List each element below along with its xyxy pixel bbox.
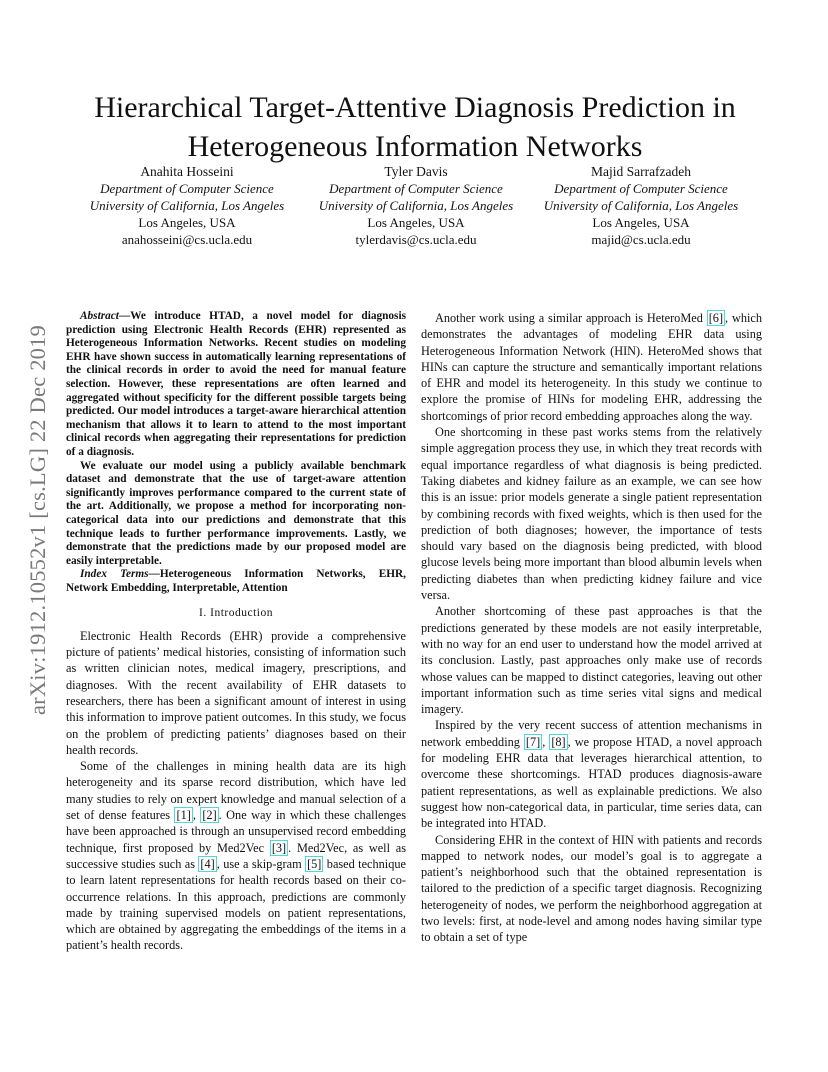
abstract-label: Abstract xyxy=(80,310,119,322)
right-column xyxy=(421,310,762,946)
citation-link[interactable]: [7] xyxy=(525,734,541,749)
citation-link[interactable]: [4] xyxy=(200,856,215,871)
abstract-paragraph xyxy=(66,310,406,460)
text-run: . One way in which these challenges have been approached is through an unsupervised record embedding technique, first proposed by Med2Vec xyxy=(66,808,406,855)
text-run: , we propose HTAD, a novel approach for modeling EHR data that leverages hierarchical attention, to overcome these shortcomings. HTAD produces diagnosis-aware patient representations, as well as explainable predictions. We also suggest how non-categorical data, in particular, time series data, can be integrated into HTAD. xyxy=(421,734,762,831)
text-run: , use a skip-gram xyxy=(216,856,306,871)
author-university: University of California, Los Angeles xyxy=(89,198,285,213)
author-block xyxy=(535,163,747,248)
author-block xyxy=(310,163,522,248)
text-run: . Med2Vec, as well as successive studies such as xyxy=(66,840,406,871)
author-name: Anahita Hosseini xyxy=(140,164,234,179)
author-department: Department of Computer Science xyxy=(329,181,503,196)
body-paragraph xyxy=(421,717,762,831)
index-terms-text: —Heterogeneous Information Networks, EHR, Network Embedding, Interpretable, Attention xyxy=(66,568,406,594)
body-paragraph: Electronic Health Records (EHR) provide a comprehensive picture of patients’ medical histories, consisting of information such as written clinician notes, medical imagery, prescriptions, and diagnoses. With the recent availability of EHR datasets to researchers, there has been a significant amount of interest in using this information to improve patient outcomes. In this study, we focus on the problem of predicting patients’ diagnoses based on their health records. xyxy=(66,628,406,757)
author-block xyxy=(88,163,286,248)
abstract-text: —We introduce HTAD, a novel model for diagnosis prediction using Electronic Health Records (EHR) represented as Heterogeneous Information Networks. Recent studies on modeling EHR have shown success in automatically learning representations of the clinical records in order to avoid the need for manual feature selection. However, these representations are often learned and aggregated without specificity for the different possible targets being predicted. Our model introduces a target-aware hierarchical attention mechanism that allows it to learn to attend to the most important clinical records when aggregating their representations for prediction of a diagnosis. xyxy=(66,310,406,458)
author-university: University of California, Los Angeles xyxy=(318,198,514,213)
arxiv-identifier-text: arXiv:1912.10552v1 [cs.LG] 22 Dec 2019 xyxy=(25,324,50,716)
author-department: Department of Computer Science xyxy=(554,181,728,196)
citation-link[interactable]: [5] xyxy=(307,856,322,871)
author-location: Los Angeles, USA xyxy=(138,215,236,230)
section-heading-introduction: I. Introduction xyxy=(199,607,273,620)
citation-link[interactable]: [2] xyxy=(202,808,217,823)
author-location: Los Angeles, USA xyxy=(367,215,465,230)
author-department: Department of Computer Science xyxy=(100,181,274,196)
author-location: Los Angeles, USA xyxy=(592,215,690,230)
left-column xyxy=(66,310,406,954)
author-email: majid@cs.ucla.edu xyxy=(591,232,691,247)
introduction-left-text xyxy=(66,628,406,954)
citation-link[interactable]: [1] xyxy=(176,808,191,823)
citation-link[interactable]: [8] xyxy=(551,734,566,749)
text-run: Some of the challenges in mining health data are its high heterogeneity and its sparse record distribution, which have led many studies to rely on expert knowledge and manual selection of a set of dense features xyxy=(66,759,406,823)
abstract xyxy=(66,310,406,595)
abstract-paragraph: We evaluate our model using a publicly available benchmark dataset and demonstrate that the use of target-aware attention significantly improves performance compared to the current state of the art. Additionally, we propose a method for incorporating non-categorical data into our predictions and demonstrate that this technique leads to further performance improvements. Lastly, we demonstrate that the predictions made by our proposed model are easily interpretable. xyxy=(66,459,406,567)
body-paragraph xyxy=(421,310,762,424)
paper-title: Hierarchical Target-Attentive Diagnosis Prediction in Heterogeneous Information Networks xyxy=(94,91,736,164)
introduction-right-text xyxy=(421,310,762,946)
author-university: University of California, Los Angeles xyxy=(543,198,739,213)
text-run: , which demonstrates the advantages of modeling EHR data using Heterogeneous Information Network (HIN). HeteroMed shows that HINs can capture the structure and semantically important relations of EHR and model its heterogeneity. In this study we continue to explore the promise of HINs for modeling EHR, addressing the shortcomings of prior record embedding approaches along the way. xyxy=(421,311,762,423)
index-terms xyxy=(66,568,406,595)
body-paragraph xyxy=(66,758,406,954)
text-run: Inspired by the very recent success of attention mechanisms in network embedding xyxy=(421,718,762,749)
author-email: anahosseini@cs.ucla.edu xyxy=(121,232,253,247)
text-run: based technique to learn latent representations for health records based on their co-occurrence relations. In this approach, predictions are commonly made by training supervised models on patient representations, which are obtained by aggregating the embeddings of the items in a patient’s health records. xyxy=(66,856,406,953)
author-email: tylerdavis@cs.ucla.edu xyxy=(355,232,477,247)
text-run: , xyxy=(542,734,550,749)
body-paragraph: Another shortcoming of these past approaches is that the predictions generated by these models are not easily interpretable, with no way for an end user to understand how the model arrived at its conclusion. Lastly, past approaches only make use of records whose values can be mapped to distinct categories, leaving out other important information such as time series vital signs and medical imagery. xyxy=(421,604,762,717)
author-name: Majid Sarrafzadeh xyxy=(590,164,692,179)
author-name: Tyler Davis xyxy=(384,164,448,179)
body-paragraph: One shortcoming in these past works stems from the relatively simple aggregation process they use, in which they treat records with equal importance regardless of what diagnosis is being predicted. Taking diabetes and kidney failure as an example, we can see how this is an issue: prior models generate a single patient representation by combining records with fixed weights, which is then used for the prediction of both diagnoses; however, the importance of tests should vary based on the diagnosis being predicted, with blood glucose levels being more important than blood albumin levels when predicting diabetes than when predicting kidney failure and vice versa. xyxy=(421,425,762,603)
citation-link[interactable]: [3] xyxy=(271,840,287,855)
text-run: , xyxy=(192,808,201,823)
arxiv-identifier-stamp xyxy=(18,280,58,760)
body-paragraph: Considering EHR in the context of HIN with patients and records mapped to network nodes, our model’s goal is to aggregate a patient’s neighborhood such that the obtained representation is tailored to the prediction of a specific target diagnosis. Recognizing heterogeneity of nodes, we perform the neighborhood aggregation at two levels: first, at node-level and among nodes having similar type to obtain a set of type xyxy=(421,832,762,945)
text-run: Another work using a similar approach is HeteroMed xyxy=(435,311,707,325)
citation-link[interactable]: [6] xyxy=(708,311,724,325)
index-terms-label: Index Terms xyxy=(80,568,149,581)
